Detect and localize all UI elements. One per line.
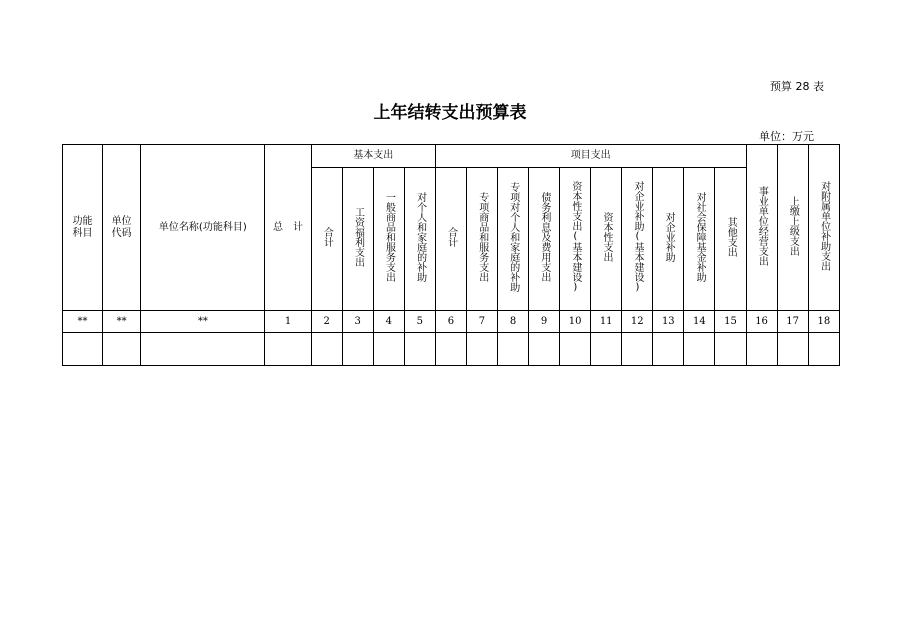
index-cell: ** [103, 311, 141, 333]
header-col-14: 对社会保障基金补助 [684, 168, 715, 311]
table-code: 预算 28 表 [770, 80, 824, 93]
index-cell: ** [63, 311, 103, 333]
index-cell: 9 [529, 311, 560, 333]
header-total: 总 计 [265, 145, 311, 311]
header-col-4: 一般商品和服务支出 [373, 168, 404, 311]
header-col-5: 对个人和家庭的补助 [404, 168, 435, 311]
header-col-18: 对附属单位补助支出 [808, 145, 839, 311]
header-row-groups [63, 145, 840, 168]
index-row [63, 311, 840, 333]
header-col-12: 对企业补助(基本建设) [622, 168, 653, 311]
data-cell[interactable] [746, 333, 777, 366]
index-cell: ** [141, 311, 265, 333]
data-cell[interactable] [404, 333, 435, 366]
data-cell[interactable] [373, 333, 404, 366]
header-col-6: 合计 [435, 168, 466, 311]
index-cell: 3 [342, 311, 373, 333]
header-col-2: 合计 [311, 168, 342, 311]
data-cell[interactable] [141, 333, 265, 366]
data-cell[interactable] [497, 333, 528, 366]
index-cell: 8 [497, 311, 528, 333]
unit-label: 单位：万元 [759, 130, 814, 143]
data-cell[interactable] [63, 333, 103, 366]
index-cell: 18 [808, 311, 839, 333]
header-col-11: 资本性支出 [591, 168, 622, 311]
header-col-9: 债务利息及费用支出 [529, 168, 560, 311]
table-row [63, 333, 840, 366]
data-cell[interactable] [103, 333, 141, 366]
header-col-13: 对企业补助 [653, 168, 684, 311]
index-cell: 10 [560, 311, 591, 333]
data-cell[interactable] [265, 333, 311, 366]
data-cell[interactable] [529, 333, 560, 366]
header-col-17: 上缴上级支出 [777, 145, 808, 311]
header-col-10: 资本性支出(基本建设) [560, 168, 591, 311]
index-cell: 2 [311, 311, 342, 333]
index-cell: 13 [653, 311, 684, 333]
index-cell: 6 [435, 311, 466, 333]
index-cell: 16 [746, 311, 777, 333]
header-unit-name: 单位名称(功能科目) [141, 145, 265, 311]
index-cell: 5 [404, 311, 435, 333]
index-cell: 1 [265, 311, 311, 333]
budget-table [62, 144, 840, 366]
data-cell[interactable] [653, 333, 684, 366]
header-func-subject: 功能 科目 [63, 145, 103, 311]
data-cell[interactable] [777, 333, 808, 366]
header-col-3: 工资福利支出 [342, 168, 373, 311]
index-cell: 17 [777, 311, 808, 333]
data-cell[interactable] [342, 333, 373, 366]
index-cell: 14 [684, 311, 715, 333]
data-cell[interactable] [311, 333, 342, 366]
header-col-15: 其他支出 [715, 168, 746, 311]
header-col-8: 专项对个人和家庭的补助 [497, 168, 528, 311]
index-cell: 7 [466, 311, 497, 333]
header-unit-code: 单位 代码 [103, 145, 141, 311]
index-cell: 15 [715, 311, 746, 333]
data-cell[interactable] [808, 333, 839, 366]
data-cell[interactable] [560, 333, 591, 366]
index-cell: 11 [591, 311, 622, 333]
data-cell[interactable] [591, 333, 622, 366]
header-col-16: 事业单位经营支出 [746, 145, 777, 311]
data-cell[interactable] [435, 333, 466, 366]
header-col-7: 专项商品和服务支出 [466, 168, 497, 311]
index-cell: 12 [622, 311, 653, 333]
index-cell: 4 [373, 311, 404, 333]
data-cell[interactable] [466, 333, 497, 366]
header-group-basic: 基本支出 [311, 145, 435, 168]
data-cell[interactable] [622, 333, 653, 366]
data-cell[interactable] [684, 333, 715, 366]
data-cell[interactable] [715, 333, 746, 366]
header-group-project: 项目支出 [435, 145, 746, 168]
page-title: 上年结转支出预算表 [373, 103, 527, 123]
